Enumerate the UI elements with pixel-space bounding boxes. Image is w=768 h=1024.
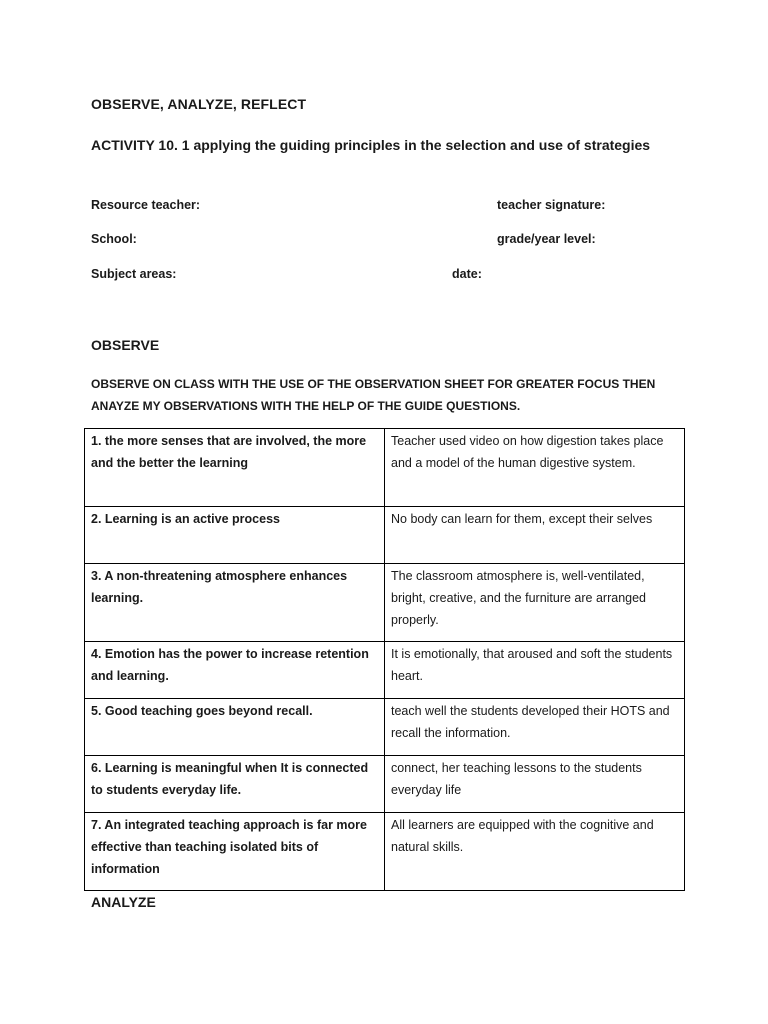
table-row	[85, 756, 685, 813]
observation-cell: All learners are equipped with the cognitive and natural skills.	[385, 813, 685, 891]
observation-cell: Teacher used video on how digestion takes place and a model of the human digestive system.	[385, 429, 685, 507]
principle-cell: 1. the more senses that are involved, the more and the better the learning	[85, 429, 385, 507]
observation-cell: It is emotionally, that aroused and soft the students heart.	[385, 642, 685, 699]
observation-cell: connect, her teaching lessons to the students everyday life	[385, 756, 685, 813]
table-row	[85, 564, 685, 642]
principle-cell: 2. Learning is an active process	[85, 507, 385, 564]
subject-areas-label: Subject areas:	[91, 267, 177, 281]
observation-table	[84, 428, 685, 891]
observation-cell: No body can learn for them, except their selves	[385, 507, 685, 564]
observe-instructions: OBSERVE ON CLASS WITH THE USE OF THE OBSERVATION SHEET FOR GREATER FOCUS THEN ANAYZE MY OBSERVATIONS WITH THE HELP OF THE GUIDE QUESTIONS.	[91, 377, 656, 413]
teacher-signature-label: teacher signature:	[497, 198, 606, 212]
grade-year-level-label: grade/year level:	[497, 232, 596, 246]
table-row	[85, 813, 685, 891]
principle-cell: 5. Good teaching goes beyond recall.	[85, 699, 385, 756]
activity-title: ACTIVITY 10. 1 applying the guiding principles in the selection and use of strategies	[91, 137, 651, 153]
principle-cell: 7. An integrated teaching approach is far more effective than teaching isolated bits of information	[85, 813, 385, 891]
table-row	[85, 642, 685, 699]
table-row	[85, 507, 685, 564]
observe-heading: OBSERVE	[91, 337, 160, 353]
school-label: School:	[91, 232, 137, 246]
observation-cell: teach well the students developed their HOTS and recall the information.	[385, 699, 685, 756]
document-heading: OBSERVE, ANALYZE, REFLECT	[91, 96, 307, 112]
analyze-heading: ANALYZE	[91, 894, 156, 910]
date-label: date:	[452, 267, 482, 281]
resource-teacher-label: Resource teacher:	[91, 198, 201, 212]
principle-cell: 6. Learning is meaningful when It is connected to students everyday life.	[85, 756, 385, 813]
principle-cell: 3. A non-threatening atmosphere enhances learning.	[85, 564, 385, 642]
table-row	[85, 699, 685, 756]
observation-cell: The classroom atmosphere is, well-ventilated, bright, creative, and the furniture are arranged properly.	[385, 564, 685, 642]
table-row	[85, 429, 685, 507]
principle-cell: 4. Emotion has the power to increase retention and learning.	[85, 642, 385, 699]
